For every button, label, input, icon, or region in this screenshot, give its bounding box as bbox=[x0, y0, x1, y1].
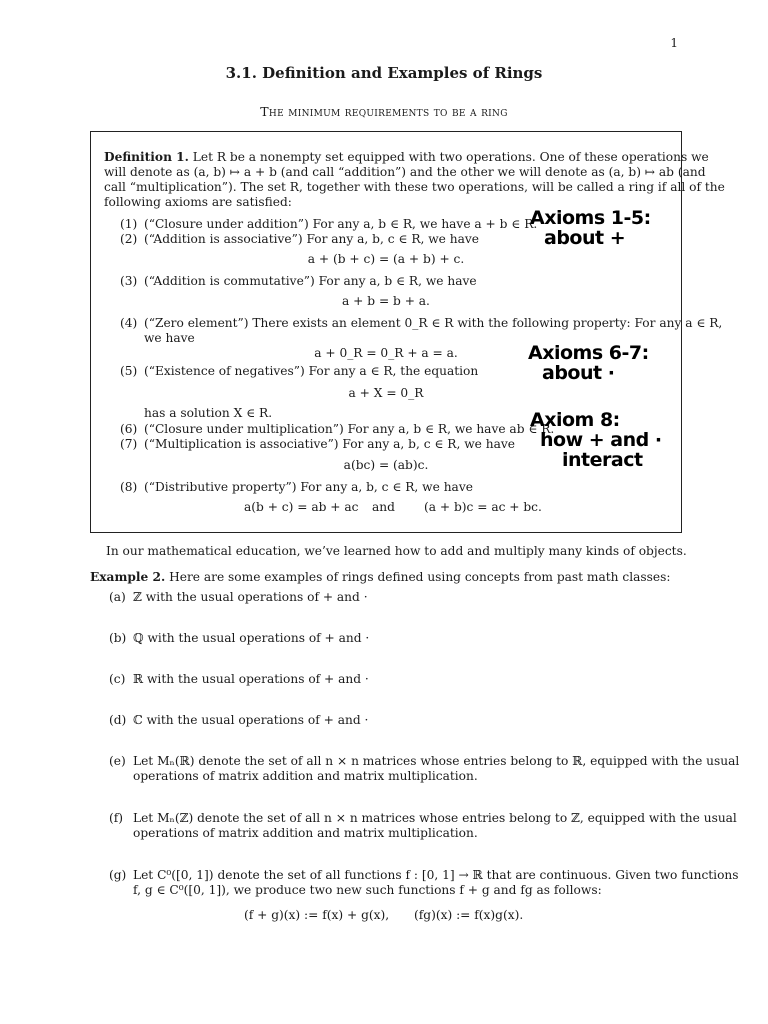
note-line: interact bbox=[562, 449, 643, 471]
item-label: (g) bbox=[109, 868, 127, 882]
item-text: ℂ with the usual operations of + and · bbox=[133, 713, 369, 727]
axiom-text: (“Closure under multiplication”) For any a, b ∈ R, we have ab ∈ R. bbox=[144, 422, 555, 436]
axiom-5-continuation: has a solution X ∈ R. bbox=[144, 406, 273, 420]
equation-commutative-add: a + b = b + a. bbox=[342, 294, 430, 308]
axiom-5 bbox=[120, 364, 478, 379]
axiom-text: (“Addition is commutative”) For any a, b ∈ R, we have bbox=[144, 274, 477, 288]
formula-sum-function: (f + g)(x) := f(x) + g(x), bbox=[244, 908, 390, 922]
item-text: ℤ with the usual operations of + and · bbox=[133, 590, 368, 604]
axiom-text: (“Existence of negatives”) For any a ∈ R, the equation bbox=[144, 364, 479, 378]
note-line: about + bbox=[544, 227, 626, 249]
item-text: Let C⁰([0, 1]) denote the set of all functions f : [0, 1] → ℝ that are continuous. Given two functions bbox=[133, 868, 739, 882]
axiom-number: (1) bbox=[120, 217, 138, 231]
axiom-number: (8) bbox=[120, 480, 138, 494]
item-label: (b) bbox=[109, 631, 127, 645]
axiom-number: (7) bbox=[120, 437, 138, 451]
example-item-b bbox=[109, 631, 369, 646]
axiom-2 bbox=[120, 232, 479, 247]
example-item-f-continuation: operations of matrix addition and matrix multiplication. bbox=[133, 826, 478, 840]
item-label: (c) bbox=[109, 672, 126, 686]
example-label: Example 2. bbox=[90, 570, 166, 584]
example-item-e-continuation: operations of matrix addition and matrix multiplication. bbox=[133, 769, 478, 783]
axiom-number: (5) bbox=[120, 364, 138, 378]
item-text: Let Mₙ(ℝ) denote the set of all n × n matrices whose entries belong to ℝ, equipped with the usual bbox=[133, 754, 740, 768]
axiom-4 bbox=[120, 316, 722, 331]
equation-zero-element: a + 0_R = 0_R + a = a. bbox=[314, 346, 458, 360]
handwritten-note-axioms-1-5 bbox=[530, 208, 651, 248]
formula-product-function: (fg)(x) := f(x)g(x). bbox=[414, 908, 524, 922]
definition-line-1 bbox=[104, 150, 709, 165]
item-label: (f) bbox=[109, 811, 124, 825]
axiom-6 bbox=[120, 422, 554, 437]
equation-distributive-and: and bbox=[372, 500, 395, 514]
item-text: ℚ with the usual operations of + and · bbox=[133, 631, 370, 645]
intro-paragraph: In our mathematical education, we’ve learned how to add and multiply many kinds of objects. bbox=[106, 544, 687, 558]
axiom-text: (“Multiplication is associative”) For any a, b, c ∈ R, we have bbox=[144, 437, 515, 451]
equation-associative-add: a + (b + c) = (a + b) + c. bbox=[307, 252, 465, 266]
axiom-text: (“Distributive property”) For any a, b, c ∈ R, we have bbox=[144, 480, 473, 494]
item-label: (a) bbox=[109, 590, 126, 604]
axiom-text: (“Zero element”) There exists an element 0_R ∈ R with the following property: For any a ∈ R, bbox=[144, 316, 723, 330]
axiom-number: (2) bbox=[120, 232, 138, 246]
note-line: about · bbox=[542, 362, 615, 384]
section-subtitle: The minimum requirements to be a ring bbox=[260, 104, 508, 119]
axiom-7 bbox=[120, 437, 515, 452]
definition-line-2: will denote as (a, b) ↦ a + b (and call “addition”) and the other we will denote as (a, b) ↦ ab (and bbox=[104, 165, 706, 179]
definition-label: Definition 1. bbox=[104, 150, 189, 164]
note-line: Axioms 6-7: bbox=[528, 342, 649, 364]
axiom-number: (3) bbox=[120, 274, 138, 288]
example-item-e bbox=[109, 754, 739, 769]
axiom-number: (6) bbox=[120, 422, 138, 436]
note-line: Axioms 1-5: bbox=[530, 207, 651, 229]
equation-distributive-right: (a + b)c = ac + bc. bbox=[424, 500, 542, 514]
definition-text: Let R be a nonempty set equipped with two operations. One of these operations we bbox=[192, 150, 709, 164]
definition-line-4: following axioms are satisfied: bbox=[104, 195, 292, 209]
definition-line-3: call “multiplication”). The set R, together with these two operations, will be called a ring if all of the bbox=[104, 180, 725, 194]
equation-negatives: a + X = 0_R bbox=[348, 386, 424, 400]
example-item-c bbox=[109, 672, 369, 687]
axiom-text: (“Closure under addition”) For any a, b ∈ R, we have a + b ∈ R. bbox=[144, 217, 538, 231]
axiom-number: (4) bbox=[120, 316, 138, 330]
section-title: 3.1. Definition and Examples of Rings bbox=[225, 64, 543, 82]
example-heading bbox=[90, 570, 670, 585]
axiom-text: (“Addition is associative”) For any a, b, c ∈ R, we have bbox=[144, 232, 479, 246]
example-item-f bbox=[109, 811, 737, 826]
item-label: (d) bbox=[109, 713, 127, 727]
example-item-g bbox=[109, 868, 739, 883]
example-item-d bbox=[109, 713, 368, 728]
page-number: 1 bbox=[670, 36, 678, 50]
handwritten-note-axiom-8 bbox=[530, 410, 662, 470]
axiom-3 bbox=[120, 274, 477, 289]
example-text: Here are some examples of rings defined using concepts from past math classes: bbox=[169, 570, 671, 584]
example-item-g-continuation: f, g ∈ C⁰([0, 1]), we produce two new such functions f + g and fg as follows: bbox=[133, 883, 602, 897]
item-label: (e) bbox=[109, 754, 126, 768]
axiom-4-continuation: we have bbox=[144, 331, 195, 345]
equation-distributive-left: a(b + c) = ab + ac bbox=[244, 500, 359, 514]
equation-associative-mult: a(bc) = (ab)c. bbox=[343, 458, 429, 472]
item-text: Let Mₙ(ℤ) denote the set of all n × n matrices whose entries belong to ℤ, equipped with the usual bbox=[133, 811, 737, 825]
axiom-1 bbox=[120, 217, 537, 232]
note-line: how + and · bbox=[540, 429, 662, 451]
item-text: ℝ with the usual operations of + and · bbox=[133, 672, 369, 686]
axiom-8 bbox=[120, 480, 473, 495]
handwritten-note-axioms-6-7 bbox=[528, 343, 649, 383]
example-item-a bbox=[109, 590, 368, 605]
note-line: Axiom 8: bbox=[530, 409, 620, 431]
